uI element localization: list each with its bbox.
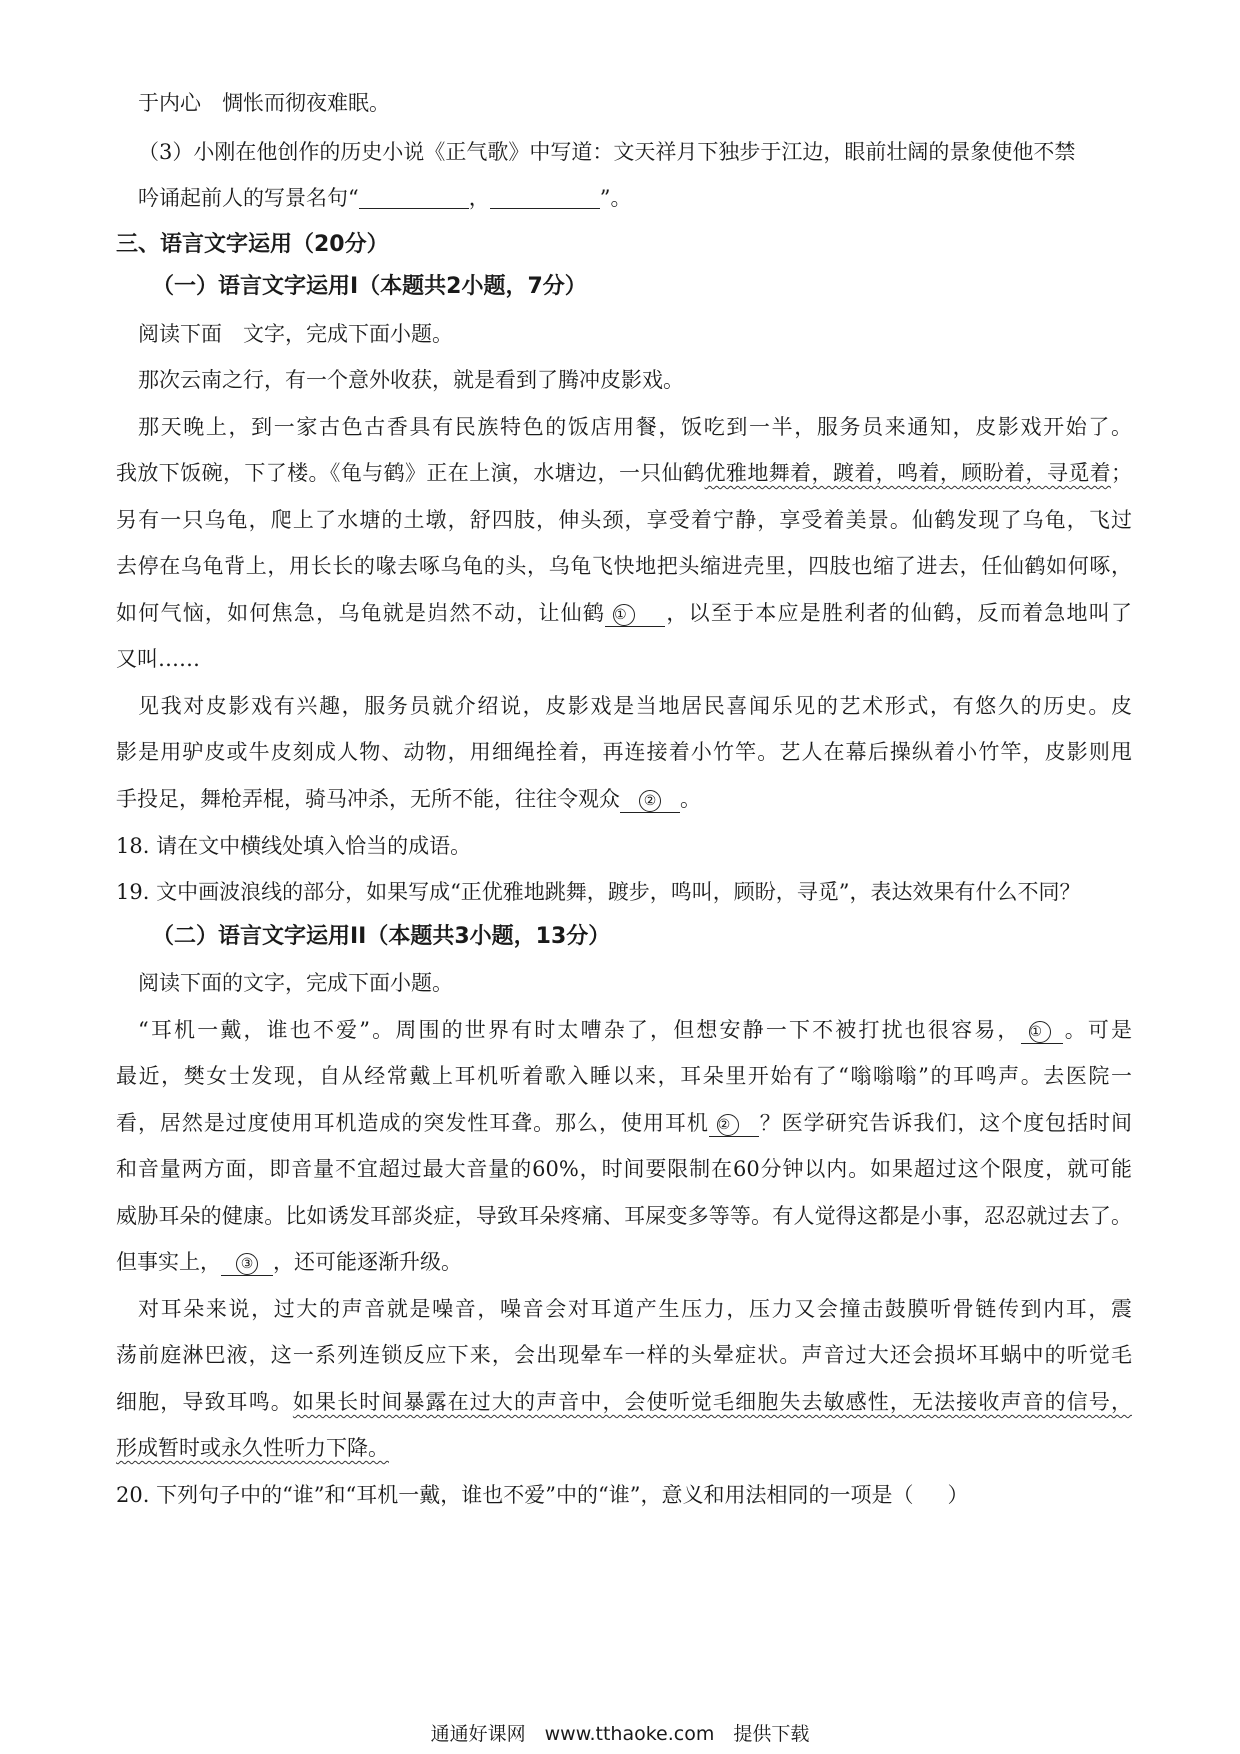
- text-fragment: 细胞，导致耳鸣。: [116, 1390, 293, 1414]
- text-line: 影是用驴皮或牛皮刻成人物、动物，用细绳拴着，再连接着小竹竿。艺人在幕后操纵着小竹竿，皮影则甩: [116, 740, 1132, 764]
- text-fragment: 如何气恼，如何焦急，乌龟就是岿然不动，让仙鹤: [116, 601, 606, 625]
- text-fragment: 阅读下面: [138, 322, 222, 346]
- text-fragment: 。: [680, 787, 701, 811]
- text-line: 荡前庭淋巴液，这一系列连锁反应下来，会出现晕车一样的头晕症状。声音过大还会损坏耳蜗中的听觉毛: [116, 1343, 1132, 1367]
- text-line: 对耳朵来说，过大的声音就是噪音，噪音会对耳道产生压力，压力又会撞击鼓膜听骨链传到内耳，震: [138, 1297, 1132, 1321]
- text-line: 最近，樊女士发现，自从经常戴上耳机听着歌入睡以来，耳朵里开始有了“嗡嗡嗡”的耳鸣声。去医院一: [116, 1064, 1132, 1088]
- text-fragment: 但事实上，: [116, 1250, 221, 1274]
- wavy-underlined-text: 如果长时间暴露在过大的声音中，会使听觉毛细胞失去敏感性，无法接收声音的信号，: [292, 1390, 1132, 1414]
- answer-blank-1[interactable]: [1021, 1017, 1063, 1044]
- text-fragment: ？医学研究告诉我们，这个度包括时间: [758, 1111, 1133, 1135]
- text-line: [116, 1387, 1132, 1417]
- text-line: 那天晚上，到一家古色古香具有民族特色的饭店用餐，饭吃到一半，服务员来通知，皮影戏开始了。: [138, 415, 1132, 439]
- circled-number: ①: [613, 604, 635, 626]
- text-fragment: 我放下饭碗，下了楼。《龟与鹤》正在上演，水塘边，一只仙鹤: [116, 461, 705, 485]
- text-fragment: “耳机一戴，谁也不爱”。周围的世界有时太嘈杂了，但想安静一下不被打扰也很容易，: [138, 1018, 1021, 1042]
- subsection-heading: （二）语言文字运用II（本题共3小题，13分）: [152, 924, 611, 949]
- text-line: [138, 1015, 1132, 1045]
- question-19: 19. 文中画波浪线的部分，如果写成“正优雅地跳舞，踱步，鸣叫，顾盼，寻觅”，表达效果有什么不同？: [116, 880, 1081, 904]
- text-fragment: 。可是: [1062, 1018, 1133, 1042]
- answer-blank-2[interactable]: [709, 1110, 759, 1137]
- text-line: [138, 183, 632, 213]
- text-fragment: ；: [1111, 461, 1133, 485]
- text-line: [138, 88, 390, 118]
- section-heading: 三、语言文字运用（20分）: [116, 232, 389, 257]
- wavy-underlined-text: 优雅地舞着，踱着，鸣着，顾盼着，寻觅着: [704, 461, 1112, 485]
- text-line: [116, 784, 701, 814]
- text-line: [116, 458, 1132, 488]
- page-footer: 通通好课网 www.tthaoke.com 提供下载: [430, 1723, 810, 1745]
- text-line: 另有一只乌龟，爬上了水塘的土墩，舒四肢，伸头颈，享受着宁静，享受着美景。仙鹤发现了乌龟，飞过: [116, 508, 1132, 532]
- text-fragment: ，: [468, 186, 490, 210]
- text-fragment: 20. 下列句子中的“谁”和“耳机一戴，谁也不爱”中的“谁”，意义和用法相同的一项是（: [116, 1483, 914, 1507]
- text-fragment: 惆怅而彻夜难眠。: [222, 91, 390, 115]
- text-line: 和音量两方面，即音量不宜超过最大音量的60%，时间要限制在60分钟以内。如果超过这个限度，就可能: [116, 1157, 1132, 1181]
- answer-blank-2[interactable]: [620, 786, 680, 813]
- text-line: [138, 319, 453, 349]
- text-line: [116, 1108, 1132, 1138]
- question-18: 18. 请在文中横线处填入恰当的成语。: [116, 834, 472, 858]
- text-line: [116, 598, 1132, 628]
- answer-blank-3[interactable]: [221, 1249, 273, 1276]
- wavy-underlined-text: 形成暂时或永久性听力下降。: [116, 1436, 389, 1460]
- text-fragment: 看，居然是过度使用耳机造成的突发性耳聋。那么，使用耳机: [116, 1111, 709, 1135]
- text-line: 去停在乌龟背上，用长长的喙去啄乌龟的头，乌龟飞快地把头缩进壳里，四肢也缩了进去，任仙鹤如何啄，: [116, 554, 1132, 578]
- text-fragment: 文字，完成下面小题。: [243, 322, 453, 346]
- text-fragment: 吟诵起前人的写景名句“: [138, 186, 359, 210]
- text-fragment: 于内心: [138, 91, 201, 115]
- circled-number: ②: [639, 790, 661, 812]
- circled-number: ①: [1029, 1021, 1051, 1043]
- text-fragment: ）: [947, 1483, 969, 1507]
- answer-blank[interactable]: [490, 186, 600, 209]
- text-fragment: ，还可能逐渐升级。: [273, 1250, 462, 1274]
- text-line: [116, 1433, 389, 1463]
- text-line: 威胁耳朵的健康。比如诱发耳部炎症，导致耳朵疼痛、耳屎变多等等。有人觉得这都是小事，忍忍就过去了。: [116, 1204, 1132, 1228]
- text-line: 见我对皮影戏有兴趣，服务员就介绍说，皮影戏是当地居民喜闻乐见的艺术形式，有悠久的历史。皮: [138, 694, 1132, 718]
- circled-number: ②: [717, 1114, 739, 1136]
- text-line: [116, 1247, 462, 1277]
- text-fragment: ”。: [599, 186, 632, 210]
- text-line: （3）小刚在他创作的历史小说《正气歌》中写道：文天祥月下独步于江边，眼前壮阔的景象使他不禁: [138, 140, 1076, 164]
- question-20: [116, 1480, 968, 1510]
- answer-blank-1[interactable]: [605, 600, 665, 627]
- text-line: 那次云南之行，有一个意外收获，就是看到了腾冲皮影戏。: [138, 368, 684, 392]
- answer-blank[interactable]: [359, 186, 469, 209]
- text-fragment: ，以至于本应是胜利者的仙鹤，反而着急地叫了: [665, 601, 1133, 625]
- text-line: 阅读下面的文字，完成下面小题。: [138, 971, 453, 995]
- subsection-heading: （一）语言文字运用Ⅰ（本题共2小题，7分）: [152, 274, 587, 299]
- text-line: 又叫……: [116, 647, 200, 671]
- circled-number: ③: [236, 1253, 258, 1275]
- text-fragment: 手投足，舞枪弄棍，骑马冲杀，无所不能，往往令观众: [116, 787, 620, 811]
